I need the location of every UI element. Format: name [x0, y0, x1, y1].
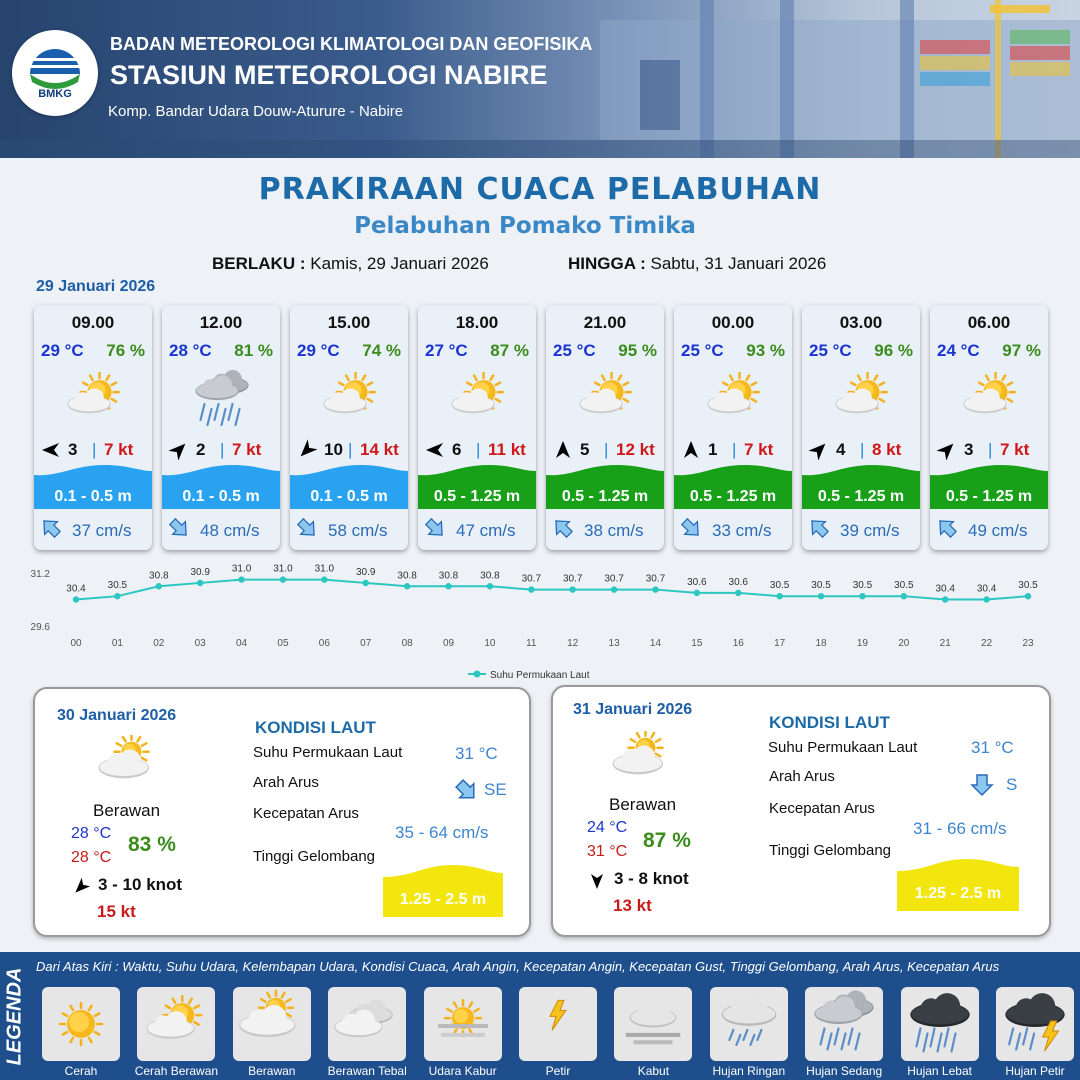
legend-hujan-lebat-icon — [901, 987, 979, 1061]
card-gust: 8 kt — [872, 440, 902, 459]
card-current-speed: 39 cm/s — [840, 521, 900, 540]
day2-current-speed: 35 - 64 cm/s — [395, 823, 489, 842]
x-tick-label: 18 — [815, 638, 827, 649]
day2-gust: 15 kt — [97, 902, 136, 921]
sst-point — [901, 593, 907, 599]
card-separator: | — [348, 440, 353, 459]
legend-label: Hujan Petir — [1005, 1064, 1065, 1078]
sst-data-label: 30.5 — [811, 580, 831, 592]
legend-berawan-tebal-icon — [328, 987, 406, 1061]
wind-arrow-icon — [71, 877, 91, 897]
card-current-speed: 58 cm/s — [328, 521, 388, 540]
card-humidity: 93 % — [746, 341, 785, 360]
day2-sst-label: Suhu Permukaan Laut — [253, 744, 403, 761]
x-tick-label: 03 — [194, 638, 206, 649]
card-separator: | — [732, 440, 737, 459]
wind-arrow-icon — [424, 439, 446, 461]
sst-data-label: 30.6 — [728, 576, 748, 588]
legend-petir-icon — [519, 987, 597, 1061]
card-wind-speed: 2 — [196, 440, 206, 459]
day2-wave: 1.25 - 2.5 m — [399, 891, 487, 908]
sst-data-label: 30.4 — [66, 583, 86, 595]
forecast-card — [802, 305, 920, 550]
sst-point — [445, 583, 451, 589]
card-current-speed: 49 cm/s — [968, 521, 1028, 540]
card-gust: 12 kt — [616, 440, 655, 459]
sst-data-label: 30.5 — [852, 580, 873, 592]
day2-current-dir: SE — [484, 780, 507, 799]
x-tick-label: 14 — [649, 638, 662, 649]
card-temperature: 29 °C — [41, 341, 84, 360]
sst-point — [528, 586, 534, 592]
current-arrow-icon — [808, 517, 830, 539]
day3-kondisi-title: KONDISI LAUT — [769, 713, 890, 732]
sst-chart — [28, 560, 1058, 690]
card-current-speed: 37 cm/s — [72, 521, 132, 540]
card-current-speed: 47 cm/s — [456, 521, 516, 540]
sst-point — [1025, 593, 1031, 599]
card-time: 09.00 — [71, 313, 115, 332]
card-time: 15.00 — [327, 313, 371, 332]
sst-data-label: 30.7 — [521, 573, 542, 585]
day2-temp-max: 28 °C — [71, 849, 112, 866]
station-address: Komp. Bandar Udara Douw-Aturure - Nabire — [108, 103, 404, 120]
sst-data-label: 30.7 — [562, 573, 583, 585]
sst-point — [404, 583, 410, 589]
wind-arrow-icon — [40, 439, 62, 461]
wind-arrow-icon — [936, 439, 958, 461]
card-wave-height: 0.5 - 1.25 m — [561, 488, 649, 505]
card-wind-speed: 6 — [452, 440, 462, 459]
day3-condition: Berawan — [609, 795, 677, 814]
x-tick-label: 10 — [484, 638, 496, 649]
day2-box — [33, 687, 531, 937]
day3-humidity: 87 % — [643, 829, 691, 852]
card-wind-speed: 1 — [708, 440, 718, 459]
day3-temp-max: 31 °C — [587, 843, 628, 860]
x-tick-label: 21 — [939, 638, 951, 649]
card-gust: 7 kt — [232, 440, 262, 459]
card-temperature: 25 °C — [553, 341, 596, 360]
card-temperature: 29 °C — [297, 341, 340, 360]
sst-point — [321, 576, 327, 582]
sst-data-label: 30.9 — [190, 566, 210, 578]
sst-point — [114, 593, 120, 599]
sst-point — [238, 576, 244, 582]
x-tick-label: 09 — [442, 638, 455, 649]
card-humidity: 96 % — [874, 341, 913, 360]
current-arrow-icon — [936, 517, 958, 539]
card-wave-height: 0.1 - 0.5 m — [54, 488, 132, 505]
legend-udara-kabur-icon — [424, 987, 502, 1061]
berawan-icon — [93, 735, 163, 795]
station-name: STASIUN METEOROLOGI NABIRE — [110, 60, 548, 90]
sst-data-label: 30.6 — [687, 576, 707, 588]
sst-point — [859, 593, 865, 599]
x-tick-label: 17 — [774, 638, 786, 649]
y-tick-label: 29.6 — [30, 622, 50, 633]
hujan-sedang-icon — [187, 367, 257, 433]
legend-caption: Dari Atas Kiri : Waktu, Suhu Udara, Kelembapan Udara, Kondisi Cuaca, Arah Angin, Kecepatan Angin, Kecepatan Gust, Tinggi Gelombang, Arah Arus, Kecepatan Arus — [36, 959, 1000, 974]
sst-point — [73, 596, 79, 602]
card-time: 21.00 — [583, 313, 627, 332]
day2-dir-label: Arah Arus — [253, 774, 319, 791]
card-wave-height: 0.5 - 1.25 m — [817, 488, 905, 505]
card-humidity: 95 % — [618, 341, 657, 360]
sst-point — [983, 596, 989, 602]
x-tick-label: 05 — [277, 638, 289, 649]
day3-current-dir: S — [1006, 775, 1018, 794]
card-wind-speed: 3 — [964, 440, 974, 459]
x-tick-label: 13 — [608, 638, 620, 649]
bmkg-logo — [12, 30, 98, 116]
card-separator: | — [988, 440, 993, 459]
sst-data-label: 30.5 — [894, 580, 914, 592]
valid-from — [212, 254, 489, 274]
legend-label: Hujan Sedang — [806, 1064, 883, 1078]
card-temperature: 25 °C — [809, 341, 852, 360]
day2-wave-label: Tinggi Gelombang — [253, 848, 376, 865]
sst-point — [280, 576, 286, 582]
cerah-berawan-icon — [59, 367, 129, 433]
card-humidity: 87 % — [490, 341, 529, 360]
sst-point — [611, 586, 617, 592]
sst-point — [776, 593, 782, 599]
x-tick-label: 16 — [732, 638, 744, 649]
header-banner — [0, 0, 1080, 158]
day3-wind: 3 - 8 knot — [614, 869, 689, 888]
card-separator: | — [476, 440, 481, 459]
sst-data-label: 30.8 — [397, 570, 417, 582]
card-temperature: 25 °C — [681, 341, 724, 360]
x-tick-label: 01 — [111, 638, 123, 649]
card-wave-height: 0.5 - 1.25 m — [945, 488, 1033, 505]
sst-point — [694, 590, 700, 596]
day3-temp-min: 24 °C — [587, 819, 628, 836]
legend-label: Petir — [545, 1064, 571, 1078]
x-tick-label: 08 — [401, 638, 413, 649]
legend-hujan-ringan-icon — [710, 987, 788, 1061]
card-wave-height: 0.1 - 0.5 m — [182, 488, 260, 505]
day2-condition: Berawan — [93, 801, 161, 820]
x-tick-label: 11 — [526, 638, 537, 649]
valid-to-label: HINGGA : — [568, 254, 646, 273]
sst-data-label: 30.7 — [604, 573, 624, 585]
x-tick-label: 02 — [153, 638, 165, 649]
sst-point — [735, 590, 741, 596]
x-tick-label: 00 — [70, 638, 82, 649]
card-humidity: 76 % — [106, 341, 145, 360]
wind-arrow-icon — [552, 439, 574, 461]
sst-point — [487, 583, 493, 589]
sst-point — [818, 593, 824, 599]
legend-label: Kabut — [637, 1064, 670, 1078]
valid-to — [568, 254, 826, 274]
berawan-icon — [607, 731, 677, 791]
sst-line — [76, 580, 1028, 600]
x-tick-label: 20 — [898, 638, 910, 649]
card-current-speed: 33 cm/s — [712, 521, 772, 540]
day3-sst-label: Suhu Permukaan Laut — [768, 739, 918, 756]
legend-marker — [474, 671, 481, 678]
forecast-card — [162, 305, 280, 550]
card-separator: | — [220, 440, 225, 459]
wind-arrow-icon — [808, 439, 830, 461]
day3-sst: 31 °C — [971, 738, 1014, 757]
card-wind-speed: 5 — [580, 440, 590, 459]
sst-data-label: 30.9 — [356, 566, 376, 578]
day2-temp-min: 28 °C — [71, 825, 112, 842]
current-arrow-icon — [680, 517, 702, 539]
legend-label: Cerah — [64, 1064, 98, 1078]
valid-to-date: Sabtu, 31 Januari 2026 — [650, 254, 827, 273]
cerah-berawan-icon — [571, 367, 641, 433]
legend-title-text: LEGENDA — [3, 967, 26, 1065]
forecast-card — [674, 305, 792, 550]
card-time: 18.00 — [455, 313, 499, 332]
sst-point — [156, 583, 162, 589]
x-tick-label: 07 — [360, 638, 372, 649]
legend-berawan-icon — [233, 987, 311, 1061]
card-separator: | — [92, 440, 97, 459]
x-tick-label: 19 — [856, 638, 868, 649]
legend-cerah-icon — [42, 987, 120, 1061]
valid-from-label: BERLAKU : — [212, 254, 306, 273]
sst-data-label: 30.8 — [480, 570, 500, 582]
card-wave-height: 0.1 - 0.5 m — [310, 488, 388, 505]
x-tick-label: 15 — [691, 638, 703, 649]
current-arrow-icon — [168, 517, 190, 539]
x-tick-label: 22 — [981, 638, 993, 649]
cerah-berawan-icon — [699, 367, 769, 433]
page-subtitle: Pelabuhan Pomako Timika — [354, 213, 696, 239]
day2-sst: 31 °C — [455, 744, 498, 763]
current-arrow-icon — [40, 517, 62, 539]
card-current-speed: 38 cm/s — [584, 521, 644, 540]
card-wind-speed: 10 — [324, 440, 343, 459]
legend-label: Berawan Tebal — [327, 1064, 407, 1078]
day3-wave: 1.25 - 2.5 m — [914, 885, 1002, 902]
wind-arrow-icon — [168, 439, 190, 461]
day2-speed-label: Kecepatan Arus — [253, 805, 359, 822]
forecast-card — [418, 305, 536, 550]
day3-date: 31 Januari 2026 — [573, 701, 693, 718]
sst-point — [652, 586, 658, 592]
card-gust: 11 kt — [488, 440, 526, 459]
legend-title — [0, 952, 30, 1080]
card-humidity: 97 % — [1002, 341, 1041, 360]
card-separator: | — [860, 440, 865, 459]
day2-wind: 3 - 10 knot — [98, 875, 183, 894]
card-humidity: 81 % — [234, 341, 273, 360]
x-tick-label: 23 — [1022, 638, 1034, 649]
legend-label: Berawan — [248, 1064, 296, 1078]
page-title: PRAKIRAAN CUACA PELABUHAN — [258, 172, 822, 207]
forecast-card — [290, 305, 408, 550]
card-wave-height: 0.5 - 1.25 m — [689, 488, 777, 505]
card-wind-speed: 3 — [68, 440, 78, 459]
bmkg-emblem-icon — [12, 30, 98, 116]
current-arrow-icon — [296, 517, 318, 539]
day1-date: 29 Januari 2026 — [36, 278, 156, 295]
cerah-berawan-icon — [443, 367, 513, 433]
sst-data-label: 31.0 — [273, 563, 293, 575]
logo-text: BMKG — [38, 88, 72, 100]
current-arrow-icon — [970, 771, 994, 797]
sst-data-label: 30.5 — [107, 580, 128, 592]
current-arrow-icon — [424, 517, 446, 539]
legend-cerah-berawan-icon — [137, 987, 215, 1061]
card-temperature: 24 °C — [937, 341, 980, 360]
sst-data-label: 31.0 — [231, 563, 252, 575]
sst-point — [197, 580, 203, 586]
wind-arrow-icon — [587, 871, 607, 891]
day3-speed-label: Kecepatan Arus — [769, 800, 875, 817]
x-tick-label: 06 — [318, 638, 330, 649]
sst-point — [942, 596, 948, 602]
legend-label: Hujan Lebat — [907, 1064, 972, 1078]
sst-data-label: 31.0 — [314, 563, 335, 575]
sst-data-label: 30.4 — [976, 583, 997, 595]
forecast-card — [34, 305, 152, 550]
card-time: 03.00 — [839, 313, 883, 332]
legend-label: Hujan Ringan — [712, 1064, 786, 1078]
card-time: 00.00 — [711, 313, 755, 332]
card-gust: 7 kt — [1000, 440, 1030, 459]
sst-data-label: 30.5 — [1018, 580, 1038, 592]
wind-arrow-icon — [296, 439, 318, 461]
current-arrow-icon — [453, 777, 479, 803]
sst-data-label: 30.5 — [769, 580, 790, 592]
x-tick-label: 12 — [567, 638, 579, 649]
card-gust: 7 kt — [104, 440, 134, 459]
x-tick-label: 04 — [236, 638, 248, 649]
card-gust: 14 kt — [360, 440, 399, 459]
card-time: 12.00 — [199, 313, 243, 332]
cerah-berawan-icon — [827, 367, 897, 433]
card-wave-height: 0.5 - 1.25 m — [433, 488, 521, 505]
day3-current-speed: 31 - 66 cm/s — [913, 819, 1007, 838]
legend-hujan-petir-icon — [996, 987, 1074, 1061]
card-gust: 7 kt — [744, 440, 774, 459]
card-wind-speed: 4 — [836, 440, 846, 459]
sst-data-label: 30.8 — [149, 570, 169, 582]
valid-from-date: Kamis, 29 Januari 2026 — [310, 254, 489, 273]
card-humidity: 74 % — [362, 341, 401, 360]
legend-label: Suhu Permukaan Laut — [490, 670, 590, 681]
y-tick-label: 31.2 — [30, 569, 50, 580]
sst-point — [363, 580, 369, 586]
card-separator: | — [604, 440, 609, 459]
day3-gust: 13 kt — [613, 896, 652, 915]
card-temperature: 27 °C — [425, 341, 468, 360]
cerah-berawan-icon — [315, 367, 385, 433]
card-time: 06.00 — [967, 313, 1011, 332]
day3-wave-label: Tinggi Gelombang — [769, 842, 892, 859]
forecast-card — [546, 305, 664, 550]
day3-dir-label: Arah Arus — [769, 768, 835, 785]
day2-humidity: 83 % — [128, 833, 176, 856]
current-arrow-icon — [552, 517, 574, 539]
card-temperature: 28 °C — [169, 341, 212, 360]
wind-arrow-icon — [680, 439, 702, 461]
sst-point — [569, 586, 575, 592]
sst-data-label: 30.7 — [645, 573, 666, 585]
card-current-speed: 48 cm/s — [200, 521, 260, 540]
day2-kondisi-title: KONDISI LAUT — [255, 718, 376, 737]
forecast-card — [930, 305, 1048, 550]
sst-data-label: 30.8 — [438, 570, 459, 582]
org-name: BADAN METEOROLOGI KLIMATOLOGI DAN GEOFISIKA — [110, 34, 593, 54]
sst-data-label: 30.4 — [935, 583, 955, 595]
legend-label: Udara Kabur — [428, 1064, 497, 1078]
day2-date: 30 Januari 2026 — [57, 707, 177, 724]
day3-box — [551, 685, 1051, 937]
legend-kabut-icon — [614, 987, 692, 1061]
legend-hujan-sedang-icon — [805, 987, 883, 1061]
legend-label: Cerah Berawan — [134, 1064, 219, 1078]
cerah-berawan-icon — [955, 367, 1025, 433]
